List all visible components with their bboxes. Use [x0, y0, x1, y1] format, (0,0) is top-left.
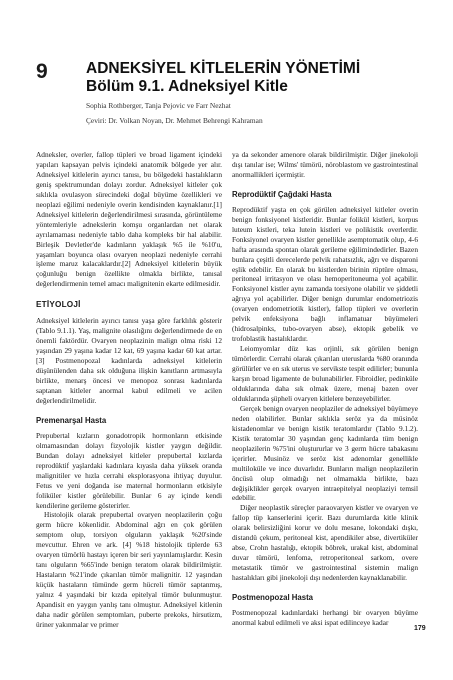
premenarchal-paragraph: Prepubertal kızların gonadotropik hormonların etkisinde olmamasından dolayı fizyolojik kistler yaygın değildir. Bundan dolayı adneksiyel kitleler prepubertal kızlarda reprodüktif yaşlardaki kadınlara kıyasla daha yüksek oranda malignitiler ve hızla cerrahi eksplorasyona ihtiyaç duyulur. Fetus ve yeni doğanda ise maternal hormonların etkisiyle foliküler kistler görülebilir. Bunlar 6 ay içinde kendi kendilerine gerileme gösterirler.	[36, 430, 222, 510]
intro-paragraph: Adneksler, overler, fallop tüpleri ve broad ligament içindeki yapıları kapsayan pelvis içindeki anatomik bölgede yer alır. Adneksiyel kitlelerin ayırıcı tanısı, bu bölgedeki hastalıkların geniş spektrumundan dolayı zordur. Adneksiyel kitleler çok sıklıkla ovulasyon sürecindeki doğal büyüme özellikleri ve neoplazi eğilimi nedeniyle overin kendisinden kaynaklanır.[1] Adneksiyel kitlelerin değerlendirilmesi sırasında, görüntüleme yöntemleriyle adnekslerin komşu organlardan net olarak ayrılamaması nedeniyle tablo daha kompleks bir hal alabilir. Birleşik Devletler'de kadınların yaklaşık %5 ile %10'u, yaşamları boyunca olası ovaryen neoplazi nedeniyle cerrahi işleme maruz kalacaklardır.[2] Adneksiyel kitlelerin büyük çoğunluğu benign özellikte olmakla birlikte, tanısal değerlendirmenin temel amacı malignitenin ekarte edilmesidir.	[36, 150, 222, 289]
reproductive-paragraph: Diğer neoplastik süreçler paraovaryen kistler ve ovaryen ve fallop tüp kanserlerini içerir. Bazı durumlarda kitle klinik olarak belirsizliğini korur ve dolu mesane, lokondaki dışkı, distandü çekum, peritoneal kist, apendikiler abse, divertiküler abse, Crohn hastalığı, ektopik böbrek, urakal kist, abdominal duvar tümörü, lenfoma, retroperitoneal sarkom, overe metastatik tümör ve gastrointestinal sistemin malign hastalıkları gibi jinekoloji dışı nedenlerden kaynaklanabilir.	[232, 503, 418, 583]
reproductive-heading: Reprodüktif Çağdaki Hasta	[232, 189, 332, 199]
authors-line: Sophia Rothberger, Tanja Pejovic ve Farr Nezhat	[86, 101, 231, 110]
reproductive-paragraph: Reprodüktif yaşta en çok görülen adneksiyel kitleler overin benign fonksiyonel kistleridir. Bunlar folikül kistleri, korpus luteum kistleri, teka lutein kistleri ve polikistik overlerdir. Fonksiyonel ovaryen kistler genellikle asemptomatik olup, 4-6 hafta arasında spontan olarak gerileme eğilimindedirler. Bazen bunlara çeşitli derecelerde pelvik rahatsızlık, ağrı ve disparoni eşlik edebilir. En olarak bu kistlerden birinin rüptüre olması, peritoneal irritasyon ve olası hemoperitoneuma yol açabilir. Fonksiyonel kistler aynı zamanda torsiyone olabilir ve şiddetli ağrıya yol açabilirler. Diğer benign durumlar endometriozis (ovaryen endometriotik kistler), fallop tüpleri ve overlerin pelvik enfeksiyona bağlı inflamatuar büyümeleri (hidrosalpinks, tubo-ovaryen abse), ektopik gebelik ve trofoblastik hastalıklardır.	[232, 204, 418, 344]
premenarchal-paragraph: Histolojik olarak prepubertal ovaryen neoplazilerin çoğu germ hücre kökenlidir. Abdominal ağrı en çok görülen semptom olup, torsiyon olguların yaklaşık %20'sinde mevcuttur. Ehren ve ark. [4] %18 histolojik tiplerde 63 ovaryen tümörlü hastayı içeren bir seri yayınlamışlardır. Kesin tanı olguların %65'inde benign teratom olarak bildirilmiştir. Hastaların %21'inde çıkarılan tümör malignitir. 12 yaşından küçük hastaların tümünde germ hücreli tümör saptanmış, yalnız 4 yaşındaki bir kızda epitelyal tümör bulunmuştur. Apandisit en yaygın yanlış tanı olmuştur. Adneksiyel kitlenin daha nadir görülen semptomları, puberte prekoks, hirsutizm, üriner yakınmalar ve primer	[36, 510, 222, 629]
reproductive-paragraph: Gerçek benign ovaryen neoplaziler de adneksiyel büyümeye neden olabilirler. Bunlar sıklıkla seröz ya da müsinöz kistadenomlar ve benign kistik teratomlardır (Tablo 9.1.2). Kistik teratomlar 30 yaşından genç kadınlarda tüm benign neoplazilerin %75'ini oluştururlar ve 3 germ hücre tabakasını içerirler. Musinöz ve seröz kist adenomlar genellikle multiloküle ve ince duvarlıdır. Bunların malign neoplazilerin öncüsü olup olmadığı net olmamakla birlikte, bazı değişiklikler gerçek ovaryen intraepitelyal neoplaziyi temsil edebilir.	[232, 403, 418, 503]
page-number: 179	[414, 625, 426, 632]
postmenopausal-paragraph: Postmenopozal kadınlardaki herhangi bir ovaryen büyüme anormal kabul edilmeli ve aksi ispat edilinceye kadar	[232, 607, 418, 627]
premenarchal-heading: Premenarşal Hasta	[36, 415, 107, 425]
section-title: Bölüm 9.1. Adneksiyel Kitle	[86, 78, 288, 95]
right-column	[232, 150, 418, 628]
left-column	[36, 150, 222, 630]
chapter-number: 9	[36, 60, 48, 83]
etiology-heading: ETİYOLOJİ	[36, 300, 81, 310]
etiology-paragraph: Adneksiyel kitlelerin ayırıcı tanısı yaşa göre farklılık gösterir (Tablo 9.1.1). Yaş, malignite olasılığını değerlendirmede de en önemli faktördür. Ovaryen neoplazinin malign olma riski 12 yaşından 29 yaşına kadar 12 kat, 69 yaşına kadar 60 kat artar.[3] Postmenopozal kadınlarda adneksiyel kitlelerin düşünülenden daha sık olduğuna ilişkin kanıtların artmasıyla birlikte, menarş öncesi ve menopoz sonrası kadınlarda saptanan kitleler anormal kabul edilmeli ve acilen değerlendirilmelidir.	[36, 316, 222, 405]
translators-line: Çeviri: Dr. Volkan Noyan, Dr. Mehmet Behrengi Kahraman	[86, 116, 263, 125]
postmenopausal-heading: Postmenopozal Hasta	[232, 593, 314, 603]
continuation-paragraph: ya da sekonder amenore olarak bildirilmiştir. Diğer jinekoloji dışı tanılar ise; Wilms' tümörü, nöroblastom ve gastrointestinal anormallikleri içermiştir.	[232, 150, 418, 179]
reproductive-paragraph: Leiomyomlar düz kas orjinli, sık görülen benign tümörlerdir. Cerrahi olarak çıkarılan uteruslarda %80 oranında görülürler ve en sık uterus ve servikste tespit edilirler; bununla karşın broad ligamente de bulunabilirler. Fibroidler, pedinküle olduklarında daha sık olmak üzere, menaj bazen over olduklarında şüpheli ovaryen kitlelere benzeyebilirler.	[232, 344, 418, 403]
chapter-title: ADNEKSİYEL KİTLELERİN YÖNETİMİ	[86, 60, 361, 77]
chapter-title-block	[86, 60, 416, 126]
